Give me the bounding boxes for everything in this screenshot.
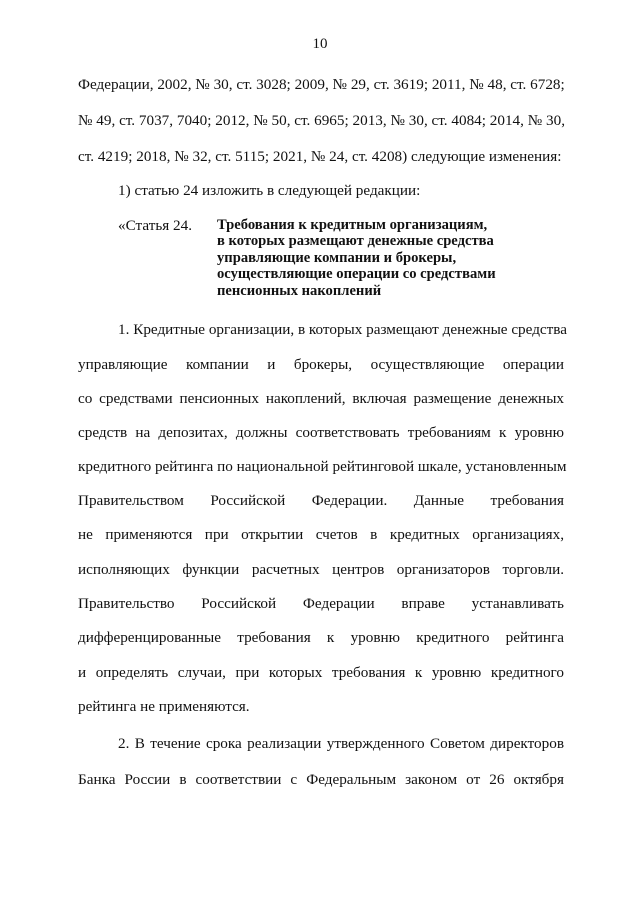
para-2-line-1: 2. В течение срока реализации утвержденного Советом директоров [118, 735, 564, 752]
para-1-line-4: средств на депозитах, должны соответствовать требованиям к уровню [78, 424, 564, 441]
intro-line-1: Федерации, 2002, № 30, ст. 3028; 2009, № 29, ст. 3619; 2011, № 48, ст. 6728; [78, 76, 565, 93]
para-1-line-9: Правительство Российской Федерации вправе устанавливать [78, 595, 564, 612]
article-label: «Статья 24. [118, 217, 193, 234]
para-1-line-11: и определять случаи, при которых требования к уровню кредитного [78, 664, 564, 681]
para-1-line-6: Правительством Российской Федерации. Данные требования [78, 492, 564, 509]
para-1-line-8: исполняющих функции расчетных центров организаторов торговли. [78, 561, 564, 578]
para-1-line-10: дифференцированные требования к уровню кредитного рейтинга [78, 629, 564, 646]
article-title-line: управляющие компании и брокеры, [217, 249, 457, 266]
intro-line-3: ст. 4219; 2018, № 32, ст. 5115; 2021, № 24, ст. 4208) следующие изменения: [78, 148, 562, 165]
page-number: 10 [312, 36, 328, 52]
para-2-line-2: Банка России в соответствии с Федеральным законом от 26 октября [78, 771, 564, 788]
para-1-line-3: со средствами пенсионных накоплений, включая размещение денежных [78, 390, 564, 407]
intro-line-2: № 49, ст. 7037, 7040; 2012, № 50, ст. 6965; 2013, № 30, ст. 4084; 2014, № 30, [78, 112, 566, 129]
para-1-line-1: 1. Кредитные организации, в которых размещают денежные средства [118, 321, 568, 338]
para-1-line-2: управляющие компании и брокеры, осуществляющие операции [78, 356, 564, 373]
para-1-line-12: рейтинга не применяются. [78, 698, 250, 715]
article-title-line: Требования к кредитным организациям, [217, 217, 488, 233]
article-title-line: осуществляющие операции со средствами [217, 266, 496, 283]
article-title-line: в которых размещают денежные средства [217, 233, 494, 250]
para-1-line-5: кредитного рейтинга по национальной рейтинговой шкале, установленным [78, 458, 567, 475]
article-title [217, 217, 557, 299]
article-title-line: пенсионных накоплений [217, 282, 382, 299]
para-1-line-7: не применяются при открытии счетов в кредитных организациях, [78, 526, 564, 543]
item-1-text: 1) статью 24 изложить в следующей редакции: [118, 182, 421, 199]
